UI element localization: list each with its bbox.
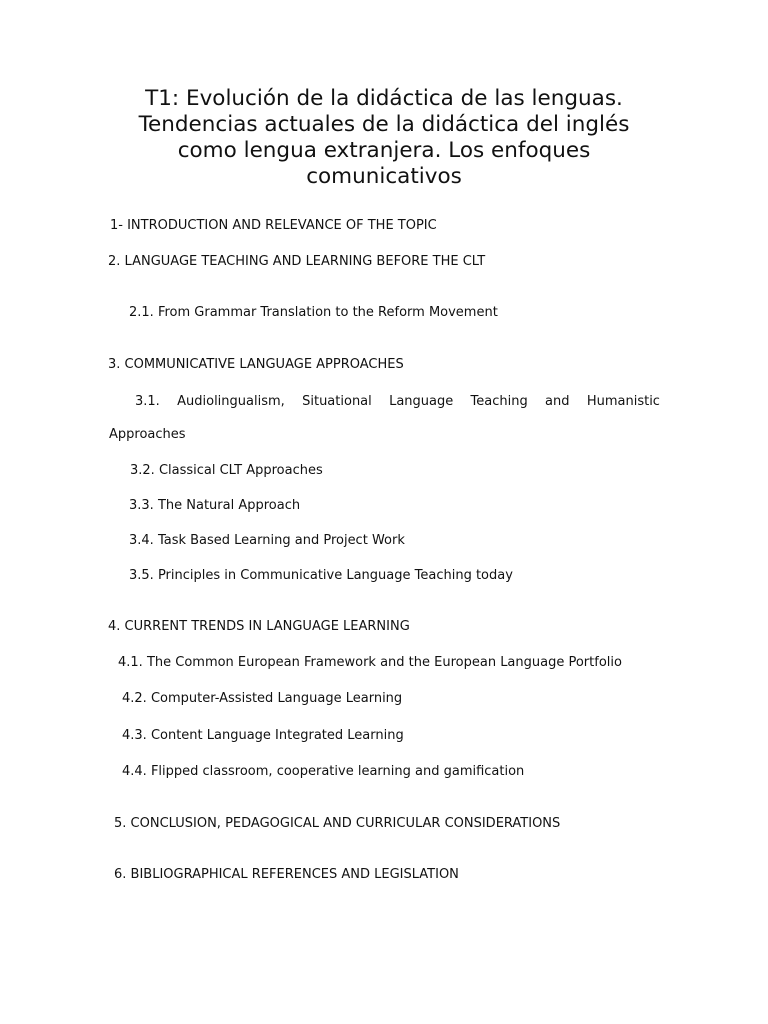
toc-section-3: 3. COMMUNICATIVE LANGUAGE APPROACHES	[108, 357, 404, 372]
toc-word: Humanistic	[586, 394, 660, 409]
toc-subsection-3-5: 3.5. Principles in Communicative Language Teaching today	[129, 568, 513, 583]
toc-word: Language	[389, 394, 454, 409]
toc-section-2: 2. LANGUAGE TEACHING AND LEARNING BEFORE THE CLT	[108, 254, 486, 269]
toc-subsection-3-2: 3.2. Classical CLT Approaches	[130, 463, 323, 478]
document-title: T1: Evolución de la didáctica de las lenguas. Tendencias actuales de la didáctica del inglés como lengua extranjera. Los enfoques comunicativos	[138, 86, 630, 189]
toc-subsection-4-4: 4.4. Flipped classroom, cooperative learning and gamification	[122, 764, 525, 779]
toc-word: and	[545, 394, 570, 409]
toc-subsection-4-1: 4.1. The Common European Framework and the European Language Portfolio	[118, 655, 622, 670]
toc-subsection-3-3: 3.3. The Natural Approach	[129, 498, 301, 513]
toc-section-6: 6. BIBLIOGRAPHICAL REFERENCES AND LEGISLATION	[114, 867, 459, 882]
toc-subsection-4-2: 4.2. Computer-Assisted Language Learning	[122, 691, 403, 706]
toc-subsection-2-1: 2.1. From Grammar Translation to the Reform Movement	[129, 305, 498, 320]
toc-subsection-3-4: 3.4. Task Based Learning and Project Work	[129, 533, 405, 548]
toc-subsection-3-1	[135, 394, 660, 410]
toc-section-4: 4. CURRENT TRENDS IN LANGUAGE LEARNING	[108, 619, 410, 634]
toc-subsection-3-1-continued: Approaches	[109, 427, 186, 442]
toc-subsection-4-3: 4.3. Content Language Integrated Learning	[122, 728, 404, 743]
toc-word: 3.1.	[135, 394, 160, 409]
toc-section-5: 5. CONCLUSION, PEDAGOGICAL AND CURRICULAR CONSIDERATIONS	[114, 816, 561, 831]
toc-word: Teaching	[470, 394, 528, 409]
toc-section-1: 1- INTRODUCTION AND RELEVANCE OF THE TOPIC	[110, 218, 437, 233]
toc-word: Situational	[302, 394, 372, 409]
toc-word: Audiolingualism,	[177, 394, 285, 409]
